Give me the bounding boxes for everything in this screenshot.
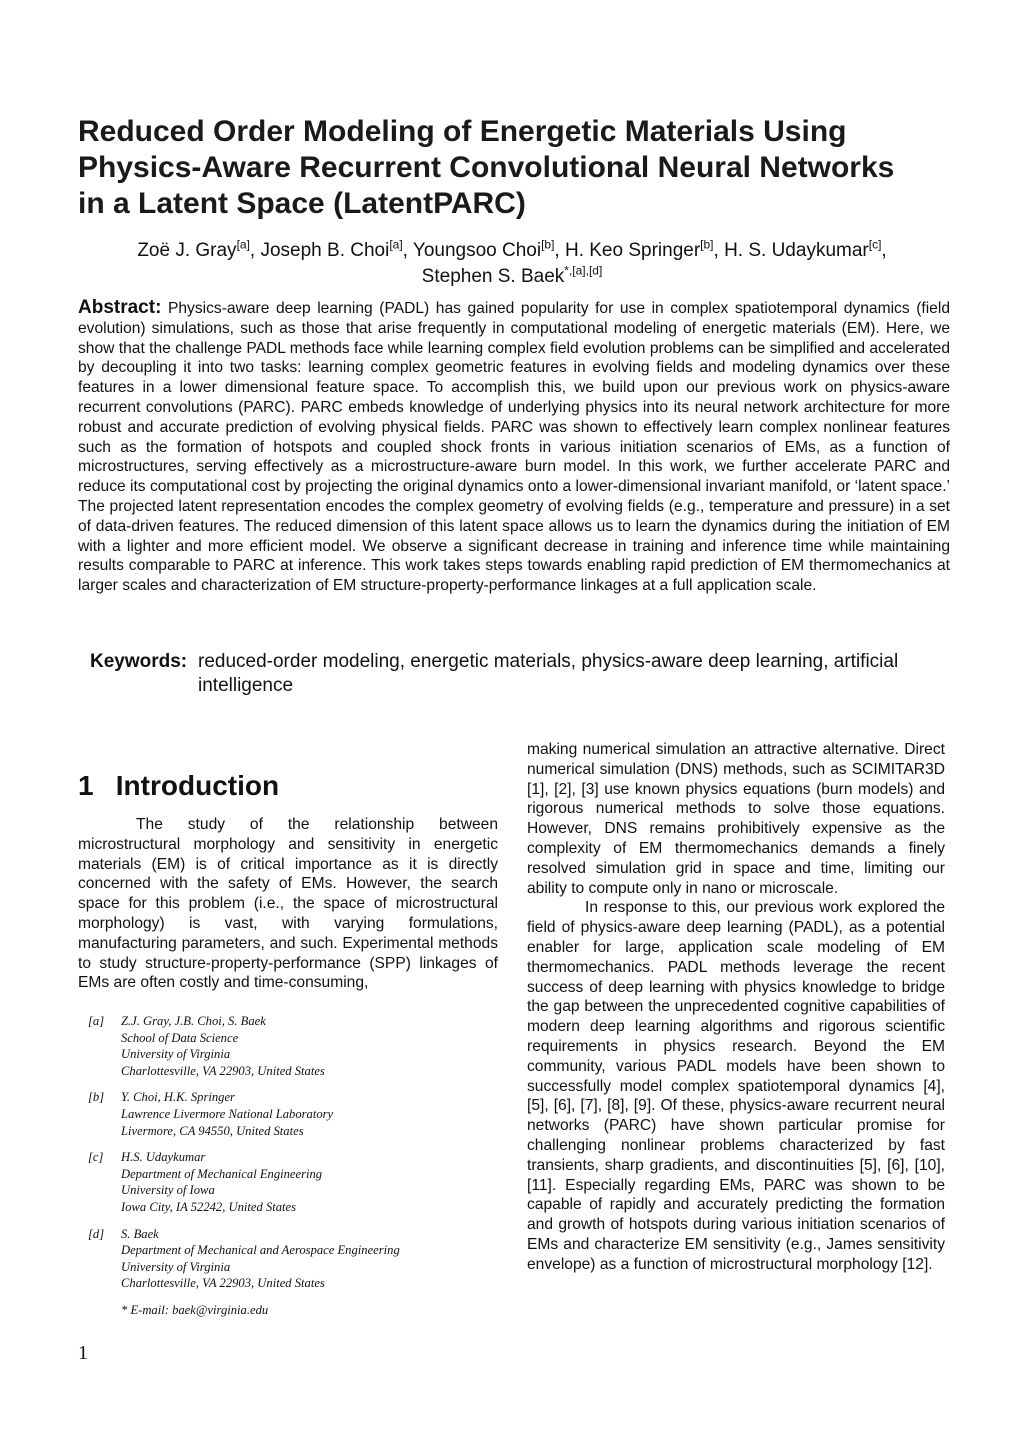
section-number: 1: [78, 770, 94, 801]
body-paragraph: making numerical simulation an attractive alternative. Direct numerical simulation (DNS) methods, such as SCIMITAR3D [1], [2], [3] use known physics equations (burn models) and rigorous numerical methods to solve those equations. However, DNS remains prohibitively expensive as the complexity of EM thermomechanics demands a finely resolved simulation grid in space and time, limiting our ability to compute only in nano or microscale.: [527, 741, 945, 897]
author-affiliation-mark: [a]: [236, 237, 250, 252]
author-affiliation-mark: [b]: [541, 237, 555, 252]
affiliation-tag: [a]: [88, 1014, 105, 1028]
author-name: Stephen S. Baek: [421, 266, 565, 287]
paper-title: [78, 114, 958, 222]
affiliation-line: University of Virginia: [121, 1047, 231, 1062]
author-name: Youngsoo Choi: [412, 240, 542, 261]
abstract-label: Abstract:: [78, 297, 162, 318]
author-name: Joseph B. Choi: [260, 240, 390, 261]
affiliation-line: Charlottesville, VA 22903, United States: [121, 1276, 325, 1291]
affiliation-tag: [d]: [88, 1226, 105, 1241]
abstract: [78, 298, 950, 596]
page-number: 1: [78, 1342, 88, 1364]
affiliation-line: Department of Mechanical and Aerospace Engineering: [121, 1243, 400, 1258]
author-affiliation-mark: [b]: [700, 237, 714, 252]
affiliation: [88, 1226, 508, 1292]
affiliation-line: University of Iowa: [121, 1183, 215, 1198]
author-name: H. Keo Springer: [564, 240, 701, 261]
title-line: Physics-Aware Recurrent Convolutional Neural Networks: [78, 151, 895, 184]
affiliation: [88, 1013, 508, 1079]
affiliation-line: Charlottesville, VA 22903, United States: [121, 1063, 325, 1078]
author-name: Zoë J. Gray: [137, 240, 237, 261]
title-line: Reduced Order Modeling of Energetic Materials Using: [78, 115, 847, 148]
affiliation-line: University of Virginia: [121, 1259, 231, 1274]
affiliations: [88, 1013, 508, 1319]
left-column: [78, 815, 498, 993]
affiliation-line: Y. Choi, H.K. Springer: [121, 1090, 235, 1105]
body-paragraph: In response to this, our previous work explored the field of physics-aware deep learning (PADL), as a potential enabler for large, application scale modeling of EM thermomechanics. PADL methods leverage the recent success of deep learning with physics knowledge to bridge the gap between the unprecedented cognitive capabilities of modern deep learning algorithms and rigorous scientific requirements in physics research. Beyond the EM community, various PADL models have been shown to successfully model complex spatiotemporal dynamics [4], [5], [6], [7], [8], [9]. Of these, physics-aware recurrent neural networks (PARC) have shown particular promise for challenging nonlinear problems characterized by fast transients, sharp gradients, and discontinuities [5], [6], [10], [11]. Especially regarding EMs, PARC was shown to be capable of rapidly and accurately predicting the formation and growth of hotspots during various initiation scenarios of EMs and characterize EM sensitivity (e.g., James sensitivity envelope) as a function of microstructural morphology [12].: [527, 899, 945, 1273]
title-line: in a Latent Space (LatentPARC): [78, 187, 526, 220]
affiliation-line: S. Baek: [121, 1226, 159, 1241]
affiliation-line: Iowa City, IA 52242, United States: [121, 1199, 297, 1214]
affiliation-line: Livermore, CA 94550, United States: [121, 1123, 304, 1138]
affiliation: [88, 1089, 508, 1139]
author-name: H. S. Udaykumar: [724, 240, 869, 261]
author-list: Zoë J. Gray[a], Joseph B. Choi[a], Youngsoo Choi[b], H. Keo Springer[b], H. S. Udaykumar[c], Stephen S. Baek$^{*,[a],[d]}$: [137, 237, 887, 287]
author-affiliation-mark: *,[a],[d]: [564, 263, 603, 278]
author-affiliation-mark: [c]: [868, 237, 882, 252]
affiliation-line: Lawrence Livermore National Laboratory: [121, 1106, 334, 1121]
right-column: [527, 740, 945, 1275]
affiliation-tag: [c]: [88, 1150, 104, 1165]
affiliation-tag: [b]: [88, 1090, 105, 1105]
affiliation-line: Z.J. Gray, J.B. Choi, S. Baek: [121, 1014, 266, 1028]
keywords-label: Keywords:: [90, 651, 188, 672]
keywords-text: reduced-order modeling, energetic materials, physics-aware deep learning, artificial intelligence: [198, 651, 899, 696]
affiliation-line: Department of Mechanical Engineering: [121, 1166, 323, 1181]
affiliation: [88, 1149, 508, 1215]
section-heading: [78, 770, 279, 802]
affiliation-line: H.S. Udaykumar: [121, 1150, 206, 1165]
abstract-text: Physics-aware deep learning (PADL) has gained popularity for use in complex spatiotemporal dynamics (field evolution) simulations, such as those that arise frequently in computational modeling of energetic materials (EM). Here, we show that the challenge PADL methods face while learning complex field evolution problems can be simplified and accelerated by decoupling it into two tasks: learning complex geometric features in evolving fields and modeling dynamics over these features in a lower dimensional feature space. To accomplish this, we build upon our previous work on physics-aware recurrent convolutions (PARC). PARC embeds knowledge of underlying physics into its neural network architecture for more robust and accurate prediction of evolving physical fields. PARC was shown to effectively learn complex nonlinear features such as the formation of hotspots and coupled shock fronts in various initiation scenarios of EMs, as a function of microstructures, serving effectively as a microstructure-aware burn model. In this work, we further accelerate PARC and reduce its computational cost by projecting the original dynamics onto a lower-dimensional invariant manifold, or ‘latent space.’ The projected latent representation encodes the complex geometry of evolving fields (e.g., temperature and pressure) in a set of data-driven features. The reduced dimension of this latent space allows us to learn the dynamics during the initiation of EM with a lighter and more efficient model. We observe a significant decrease in training and inference time while maintaining results comparable to PARC at inference. This work takes steps towards enabling rapid prediction of EM thermomechanics at larger scales and characterization of EM structure-property-performance linkages at a full application scale.: [78, 300, 950, 595]
section-title: Introduction: [115, 770, 280, 801]
corresponding-email[interactable]: * E-mail: baek@virginia.edu: [121, 1302, 269, 1317]
affiliation-line: School of Data Science: [121, 1030, 239, 1045]
body-paragraph: The study of the relationship between microstructural morphology and sensitivity in energetic materials (EM) is of critical importance as it is directly concerned with the safety of EMs. However, the search space for this problem (i.e., the space of microstructural morphology) is vast, with varying formulations, manufacturing parameters, and such. Experimental methods to study structure-property-performance (SPP) linkages of EMs are often costly and time-consuming,: [78, 816, 498, 992]
author-affiliation-mark: [a]: [389, 237, 403, 252]
